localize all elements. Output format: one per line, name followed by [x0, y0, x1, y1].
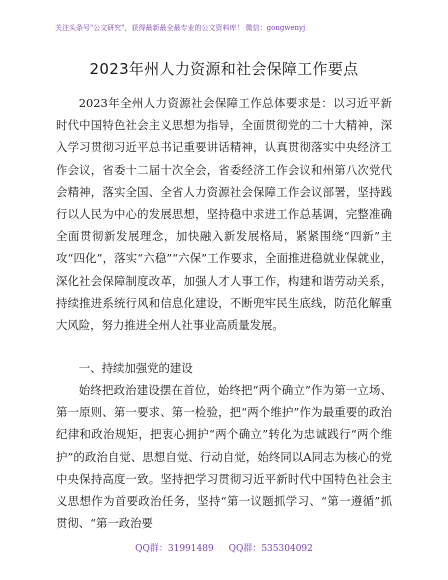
footer-contacts	[0, 543, 448, 555]
intro-paragraph: 2023年全州人力资源社会保障工作总体要求是：以习近平新时代中国特色社会主义思想为指导，全面贯彻党的二十大精神，深入学习贯彻习近平总书记重要讲话精神，认真贯彻落实中央经济工作会议，省委十二届十次全会，省委经济工作会议和州第八次党代会精神，落实全国、全省人力资源社会保障工作会议部署，坚持践行以人民为中心的发展思想，坚持稳中求进工作总基调，完整准确全面贯彻新发展理念，加快融入新发展格局，紧紧围绕“四新”主攻“四化”，落实“六稳”“六保”工作要求，全面推进稳就业保就业，深化社会保障制度改革，加强人才人事工作，构建和谐劳动关系，持续推进系统行风和信息化建设，不断兜牢民生底线，防范化解重大风险，努力推进全州人社事业高质量发展。	[56, 96, 392, 333]
section-paragraph: 始终把政治建设摆在首位，始终把“两个确立”作为第一立场、第一原则、第一要求、第一检验，把“两个维护”作为最重要的政治纪律和政治规矩，把衷心拥护“两个确立”转化为忠诚践行“两个维护”的政治自觉、思想自觉、行动自觉，始终同以A同志为核心的党中央保持高度一致。坚持把学习贯彻习近平新时代中国特色社会主义思想作为首要政治任务，坚持“第一议题抓学习、“第一遵循”抓贯彻、“第一政治要	[56, 383, 392, 531]
promo-banner: 关注头条号"公文研究"，获得最新最全最专业的公文资料库！ 微信：gongwenyj	[55, 24, 306, 32]
qq-group-1: QQ群：31991489	[135, 544, 214, 554]
qq-group-2: QQ群：535304092	[228, 544, 313, 554]
section-heading: 一、持续加强党的建设	[78, 361, 193, 375]
document-title: 2023年州人力资源和社会保障工作要点	[89, 60, 359, 78]
